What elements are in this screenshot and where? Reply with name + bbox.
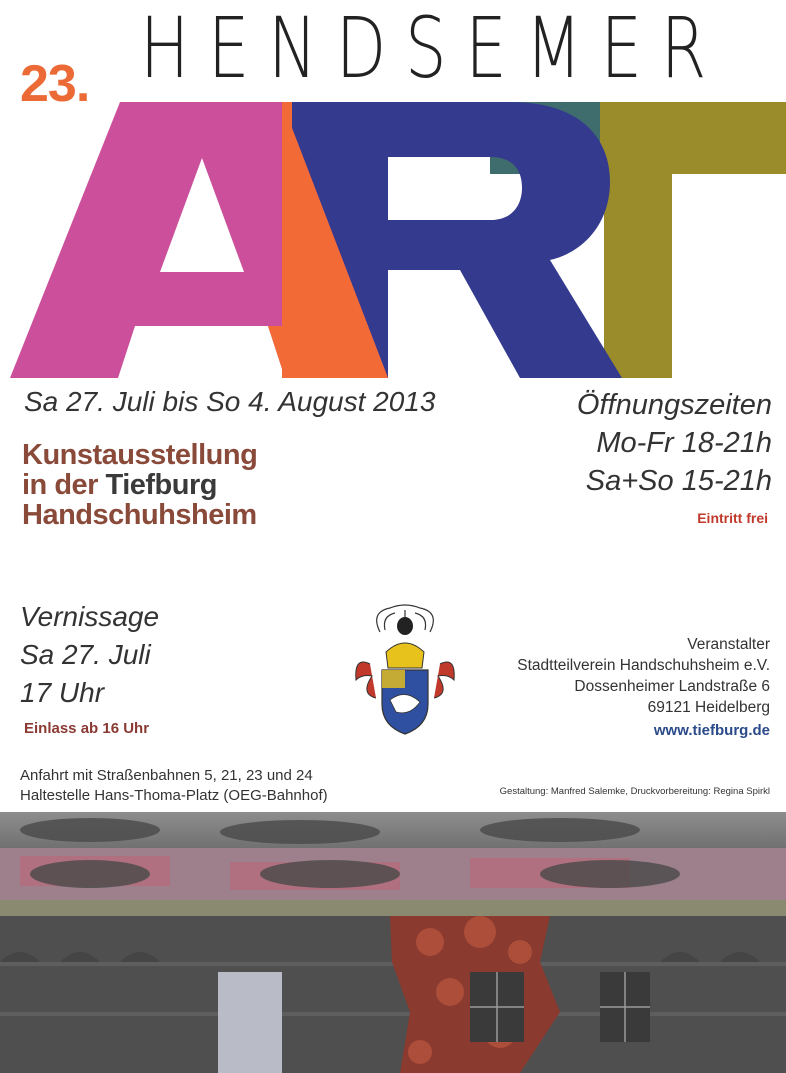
title-hendsemer: HENDSEMER xyxy=(140,0,726,97)
website-link[interactable]: www.tiefburg.de xyxy=(653,722,770,739)
exhibition-title xyxy=(22,440,257,530)
hours-heading: Öffnungszeiten xyxy=(576,389,772,421)
vernissage-label: Vernissage xyxy=(20,601,160,632)
exhibition-line3: Handschuhsheim xyxy=(22,499,257,531)
coat-of-arms-icon xyxy=(350,604,460,740)
hours-weekday: Mo-Fr 18-21h xyxy=(596,427,772,459)
vernissage xyxy=(20,598,159,712)
vernissage-date: Sa 27. Juli xyxy=(20,639,151,670)
organizer-label: Veranstalter xyxy=(687,636,770,653)
organizer-street: Dossenheimer Landstraße 6 xyxy=(574,678,770,695)
admission-free: Eintritt frei xyxy=(697,510,768,526)
castle-photo xyxy=(0,812,786,1073)
exhibition-line1: Kunstausstellung xyxy=(22,439,258,471)
exhibition-line2a: in der xyxy=(22,469,106,501)
directions xyxy=(20,766,328,806)
directions-line2: Haltestelle Hans-Thoma-Platz (OEG-Bahnhof) xyxy=(20,787,328,804)
organizer-city: 69121 Heidelberg xyxy=(647,699,770,716)
exhibition-line2b: Tiefburg xyxy=(105,469,217,501)
entry-time: Einlass ab 16 Uhr xyxy=(24,720,150,737)
directions-line1: Anfahrt mit Straßenbahnen 5, 21, 23 und 24 xyxy=(20,767,313,784)
hours-weekend: Sa+So 15-21h xyxy=(585,465,772,497)
organizer xyxy=(517,634,770,718)
event-dates: Sa 27. Juli bis So 4. August 2013 xyxy=(24,386,436,417)
vernissage-time: 17 Uhr xyxy=(20,677,105,708)
organizer-name: Stadtteilverein Handschuhsheim e.V. xyxy=(517,657,770,674)
exhibition-line2 xyxy=(22,470,257,500)
edition-number: 23. xyxy=(20,55,90,113)
art-logo xyxy=(10,102,786,378)
opening-hours xyxy=(577,386,772,500)
credits: Gestaltung: Manfred Salemke, Druckvorbereitung: Regina Spirkl xyxy=(499,786,770,797)
